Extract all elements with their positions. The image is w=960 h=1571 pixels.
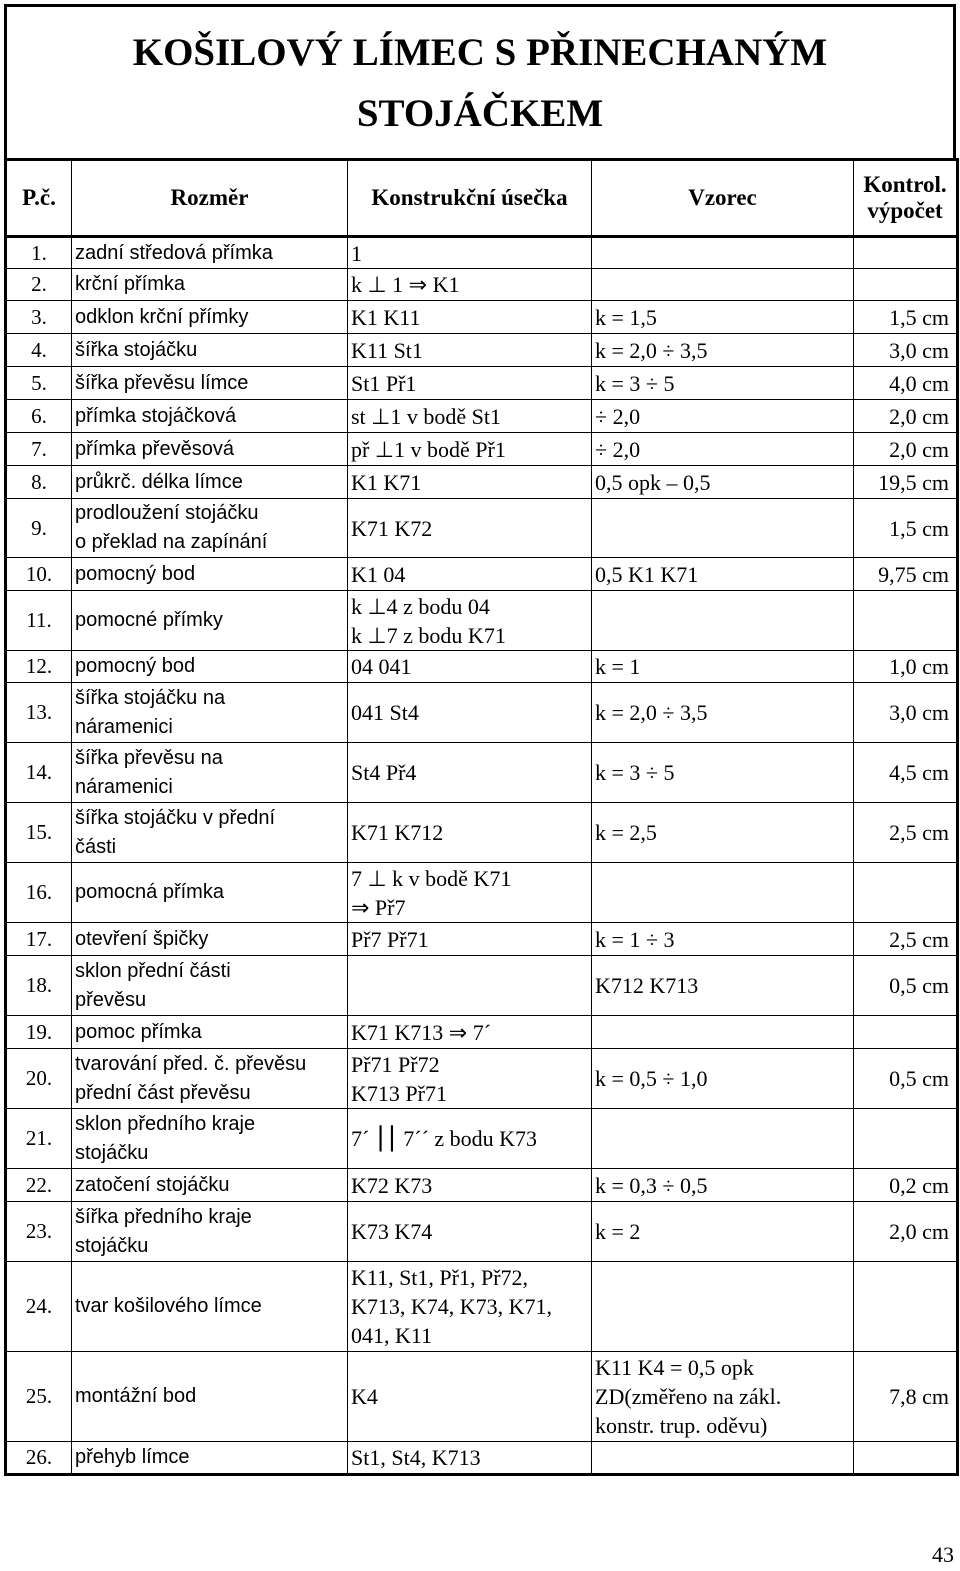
row-formula [592,591,854,651]
table-row [6,1109,958,1169]
row-num: 6. [6,400,72,433]
table-body [6,237,958,1475]
table-row [6,466,958,499]
row-num: 26. [6,1442,72,1475]
table-row [6,651,958,683]
table-row [6,1169,958,1202]
row-name: šířka převěsu na náramenici [72,743,348,803]
row-control [854,1262,958,1352]
table-row [6,433,958,466]
table-row [6,1049,958,1109]
row-name: zadní středová přímka [72,237,348,269]
row-num: 2. [6,269,72,301]
row-segment: K4 [348,1352,592,1442]
header-control: Kontrol. výpočet [854,160,958,237]
row-segment: K1 K11 [348,301,592,334]
table-row [6,367,958,400]
row-control: 2,0 cm [854,433,958,466]
row-control: 9,75 cm [854,558,958,591]
row-num: 5. [6,367,72,400]
row-formula: K712 K713 [592,956,854,1016]
row-formula: K11 K4 = 0,5 opk ZD(změřeno na zákl. konstr. trup. oděvu) [592,1352,854,1442]
row-segment: 04 041 [348,651,592,683]
row-formula [592,863,854,923]
row-control [854,591,958,651]
table-row [6,1352,958,1442]
table-row [6,863,958,923]
row-segment: Př7 Př71 [348,923,592,956]
header-row [6,160,958,237]
table-row [6,803,958,863]
row-formula: k = 2,5 [592,803,854,863]
row-formula [592,269,854,301]
table-row [6,301,958,334]
row-segment: st ⊥1 v bodě St1 [348,400,592,433]
row-formula: k = 0,5 ÷ 1,0 [592,1049,854,1109]
row-segment: př ⊥1 v bodě Př1 [348,433,592,466]
row-name: tvar košilového límce [72,1262,348,1352]
row-name: šířka stojáčku v přední části [72,803,348,863]
row-control [854,1109,958,1169]
row-control [854,863,958,923]
row-num: 23. [6,1202,72,1262]
row-control: 2,0 cm [854,400,958,433]
row-control [854,237,958,269]
row-num: 25. [6,1352,72,1442]
row-control [854,1442,958,1475]
row-control: 2,0 cm [854,1202,958,1262]
row-segment: K1 04 [348,558,592,591]
row-num: 9. [6,499,72,558]
row-segment: k ⊥4 z bodu 04 k ⊥7 z bodu K71 [348,591,592,651]
row-control [854,269,958,301]
row-segment: St1, St4, K713 [348,1442,592,1475]
table-row [6,743,958,803]
row-formula: k = 1,5 [592,301,854,334]
row-control: 0,2 cm [854,1169,958,1202]
table-row [6,1262,958,1352]
row-formula [592,1442,854,1475]
table-row [6,334,958,367]
row-segment: 7´ ⎮⎮ 7´´ z bodu K73 [348,1109,592,1169]
row-segment: 1 [348,237,592,269]
row-num: 22. [6,1169,72,1202]
row-name: odklon krční přímky [72,301,348,334]
row-segment: K72 K73 [348,1169,592,1202]
header-name: Rozměr [72,160,348,237]
table-row [6,683,958,743]
row-name: přímka stojáčková [72,400,348,433]
row-control: 1,5 cm [854,499,958,558]
row-control [854,1016,958,1049]
table-row [6,269,958,301]
row-num: 1. [6,237,72,269]
row-num: 11. [6,591,72,651]
row-control: 4,0 cm [854,367,958,400]
document-sheet [4,4,956,1476]
row-name: přehyb límce [72,1442,348,1475]
row-formula [592,499,854,558]
table-row [6,499,958,558]
row-control: 7,8 cm [854,1352,958,1442]
table-row [6,956,958,1016]
row-segment: k ⊥ 1 ⇒ K1 [348,269,592,301]
row-name: sklon předního kraje stojáčku [72,1109,348,1169]
table-row [6,1202,958,1262]
row-num: 21. [6,1109,72,1169]
row-segment: St4 Př4 [348,743,592,803]
row-num: 4. [6,334,72,367]
row-num: 7. [6,433,72,466]
row-num: 3. [6,301,72,334]
row-segment: K71 K712 [348,803,592,863]
row-num: 10. [6,558,72,591]
table-row [6,558,958,591]
row-control: 2,5 cm [854,803,958,863]
row-formula: ÷ 2,0 [592,400,854,433]
row-segment: 041 St4 [348,683,592,743]
table-row [6,591,958,651]
row-name: zatočení stojáčku [72,1169,348,1202]
row-num: 13. [6,683,72,743]
row-segment: K73 K74 [348,1202,592,1262]
table-row [6,923,958,956]
row-name: pomoc přímka [72,1016,348,1049]
title-line-2: STOJÁČKEM [356,92,604,135]
row-segment: K71 K713 ⇒ 7´ [348,1016,592,1049]
row-segment: St1 Př1 [348,367,592,400]
row-name: přímka převěsová [72,433,348,466]
row-formula: k = 0,3 ÷ 0,5 [592,1169,854,1202]
row-formula [592,1262,854,1352]
row-num: 18. [6,956,72,1016]
row-name: tvarování před. č. převěsu přední část převěsu [72,1049,348,1109]
row-name: šířka předního kraje stojáčku [72,1202,348,1262]
row-formula: k = 3 ÷ 5 [592,367,854,400]
row-formula: 0,5 K1 K71 [592,558,854,591]
row-formula: k = 3 ÷ 5 [592,743,854,803]
row-formula [592,1016,854,1049]
row-name: pomocná přímka [72,863,348,923]
row-formula: ÷ 2,0 [592,433,854,466]
header-formula: Vzorec [592,160,854,237]
row-name: průkrč. délka límce [72,466,348,499]
row-name: sklon přední části převěsu [72,956,348,1016]
row-control: 3,0 cm [854,683,958,743]
row-segment: K71 K72 [348,499,592,558]
row-formula: k = 2,0 ÷ 3,5 [592,683,854,743]
row-num: 8. [6,466,72,499]
row-formula: k = 1 [592,651,854,683]
row-num: 19. [6,1016,72,1049]
construction-table [4,158,959,1476]
row-num: 12. [6,651,72,683]
row-num: 14. [6,743,72,803]
row-formula: 0,5 opk – 0,5 [592,466,854,499]
row-num: 17. [6,923,72,956]
row-control: 1,0 cm [854,651,958,683]
row-control: 0,5 cm [854,1049,958,1109]
row-formula: k = 1 ÷ 3 [592,923,854,956]
row-formula: k = 2,0 ÷ 3,5 [592,334,854,367]
row-control: 3,0 cm [854,334,958,367]
row-control: 1,5 cm [854,301,958,334]
row-formula: k = 2 [592,1202,854,1262]
row-control: 4,5 cm [854,743,958,803]
row-name: montážní bod [72,1352,348,1442]
row-name: šířka stojáčku [72,334,348,367]
row-num: 24. [6,1262,72,1352]
row-segment: 7 ⊥ k v bodě K71 ⇒ Př7 [348,863,592,923]
header-segment: Konstrukční úsečka [348,160,592,237]
table-row [6,1016,958,1049]
row-name: prodloužení stojáčku o překlad na zapínání [72,499,348,558]
row-formula [592,1109,854,1169]
table-row [6,237,958,269]
title-line-1: KOŠILOVÝ LÍMEC S PŘINECHANÝM [132,31,828,74]
row-name: otevření špičky [72,923,348,956]
row-control: 2,5 cm [854,923,958,956]
row-num: 16. [6,863,72,923]
row-name: pomocný bod [72,558,348,591]
page-number: 43 [932,1542,954,1567]
header-num: P.č. [6,160,72,237]
row-name: krční přímka [72,269,348,301]
row-segment: K1 K71 [348,466,592,499]
row-name: šířka stojáčku na náramenici [72,683,348,743]
row-segment: Př71 Př72 K713 Př71 [348,1049,592,1109]
row-segment: K11 St1 [348,334,592,367]
table-row [6,1442,958,1475]
row-segment: K11, St1, Př1, Př72, K713, K74, K73, K71, 041, K11 [348,1262,592,1352]
table-row [6,400,958,433]
row-control: 19,5 cm [854,466,958,499]
row-name: šířka převěsu límce [72,367,348,400]
row-num: 15. [6,803,72,863]
row-num: 20. [6,1049,72,1109]
row-name: pomocné přímky [72,591,348,651]
row-control: 0,5 cm [854,956,958,1016]
row-name: pomocný bod [72,651,348,683]
row-segment [348,956,592,1016]
title-box [4,4,956,158]
row-formula [592,237,854,269]
